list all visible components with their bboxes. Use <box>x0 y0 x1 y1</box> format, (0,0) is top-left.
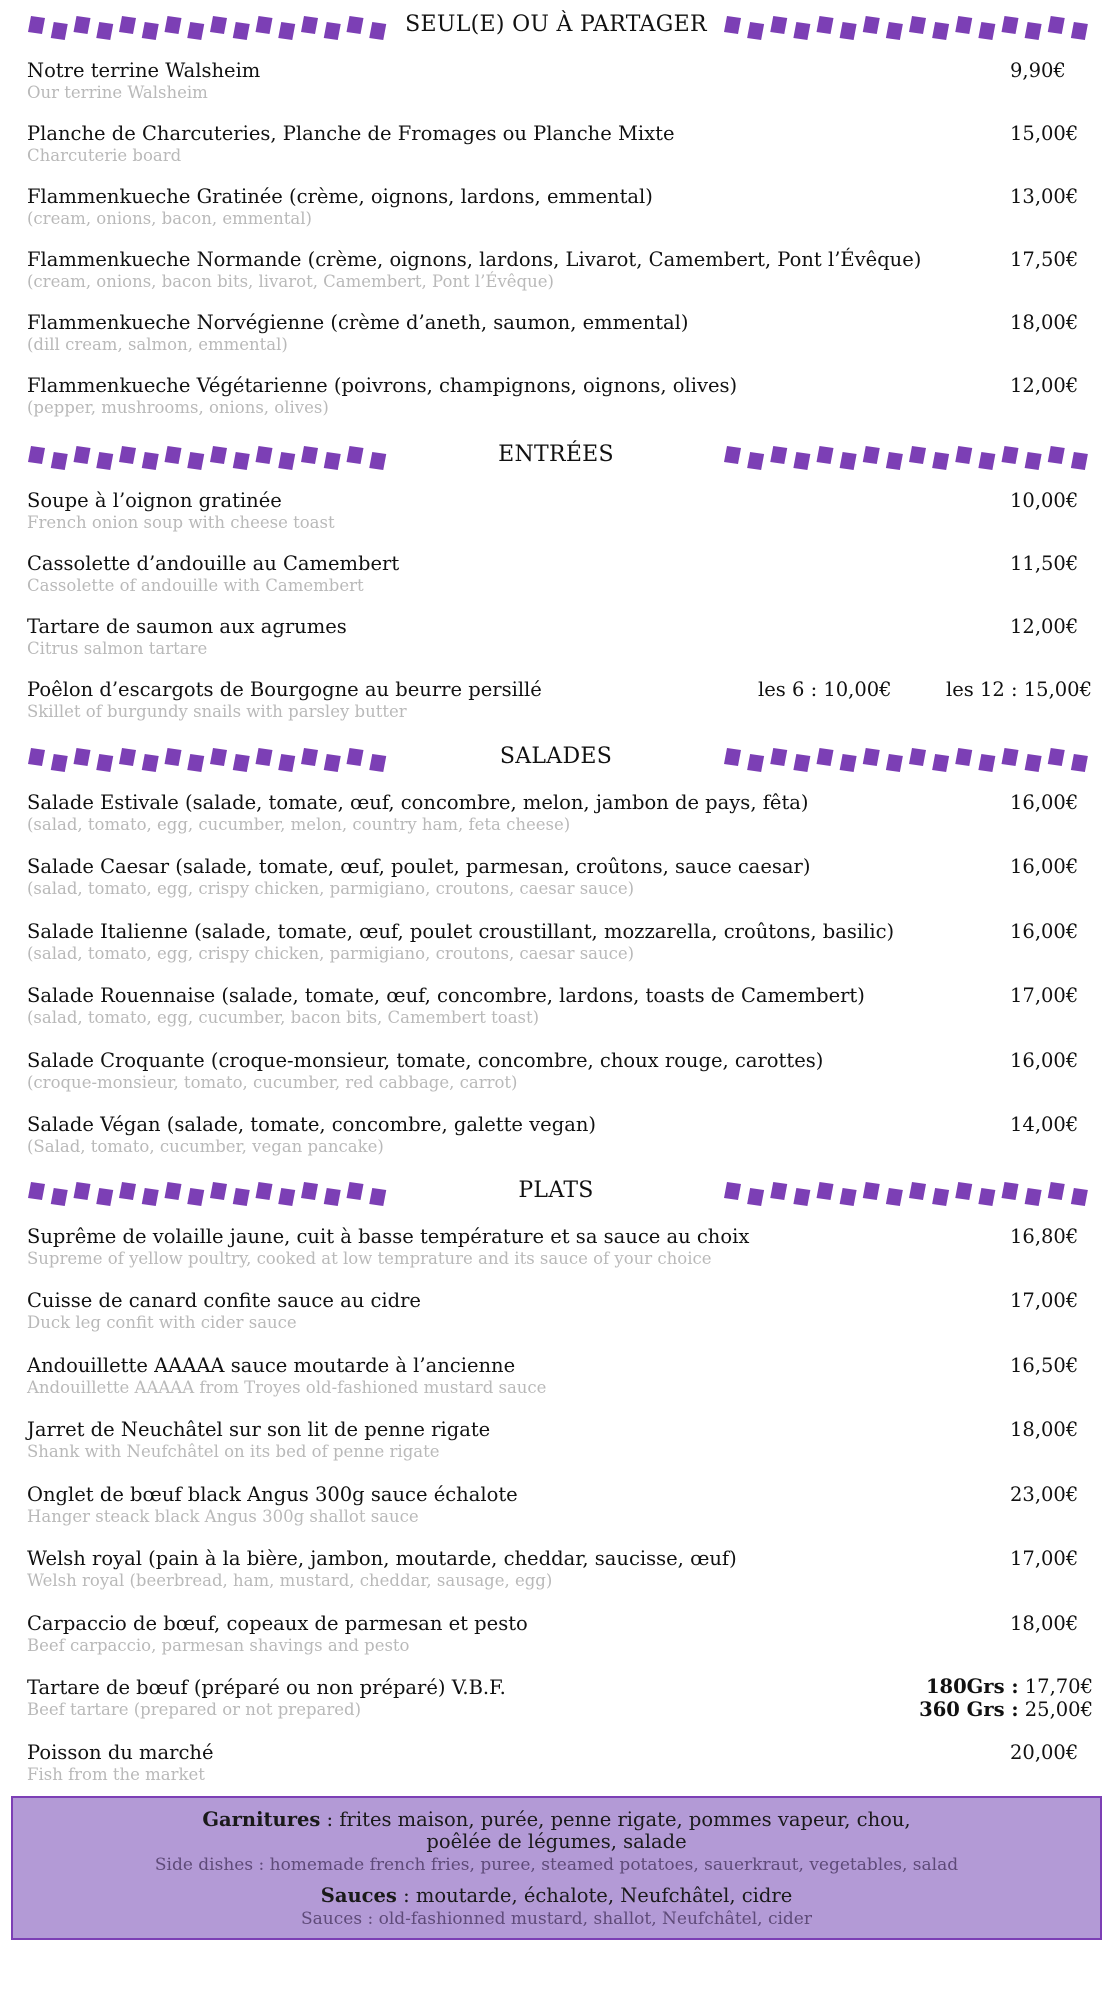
item-name: Suprême de volaille jaune, cuit à basse température et sa sauce au choix <box>27 1225 750 1248</box>
item-name: Salade Caesar (salade, tomate, œuf, poulet, parmesan, croûtons, sauce caesar) <box>27 855 811 878</box>
item-name: Notre terrine Walsheim <box>27 59 261 82</box>
item-translation: Citrus salmon tartare <box>27 639 208 658</box>
menu-item <box>0 488 1119 544</box>
decorative-square <box>347 16 364 34</box>
decorative-square <box>256 446 273 464</box>
menu-item <box>0 247 1119 303</box>
item-price: 17,00€ <box>1010 984 1079 1007</box>
decorative-square <box>817 16 834 34</box>
decorative-square <box>1048 446 1065 464</box>
item-price: 20,00€ <box>1010 1741 1079 1764</box>
decorative-square <box>909 1182 926 1200</box>
item-translation: (dill cream, salmon, emmental) <box>27 335 288 354</box>
item-translation: Welsh royal (beerbread, ham, mustard, cheddar, sausage, egg) <box>27 1571 553 1590</box>
item-translation: (salad, tomato, egg, cucumber, bacon bits, Camembert toast) <box>27 1008 540 1027</box>
decorative-square <box>324 754 341 772</box>
sauces-label: Sauces <box>320 1884 397 1907</box>
decorative-square <box>1002 1182 1019 1200</box>
decorative-square <box>909 748 926 766</box>
decorative-square <box>1048 1182 1065 1200</box>
item-price: 16,80€ <box>1010 1225 1079 1248</box>
item-name: Flammenkueche Norvégienne (crème d’aneth, saumon, emmental) <box>27 311 689 334</box>
decorative-square <box>74 1182 91 1200</box>
decorative-square <box>278 452 295 470</box>
decorative-square <box>770 748 787 766</box>
decorative-square <box>233 754 250 772</box>
item-translation: Beef carpaccio, parmesan shavings and pesto <box>27 1636 410 1655</box>
garnitures-line-2: poêlée de légumes, salade <box>426 1830 687 1853</box>
item-translation: French onion soup with cheese toast <box>27 513 335 532</box>
item-size-label: 180Grs : <box>925 1675 1019 1698</box>
decorative-square <box>817 748 834 766</box>
item-translation: Our terrine Walsheim <box>27 83 208 102</box>
menu-item <box>0 919 1119 975</box>
sauces-list: : moutarde, échalote, Neufchâtel, cidre <box>396 1884 793 1907</box>
decorative-square <box>96 1188 113 1206</box>
item-price: 17,00€ <box>1010 1289 1079 1312</box>
decorative-square <box>886 22 903 40</box>
item-name: Soupe à l’oignon gratinée <box>27 489 282 512</box>
item-translation: Shank with Neufchâtel on its bed of penne rigate <box>27 1442 440 1461</box>
decorative-squares-right <box>722 746 1092 774</box>
item-size-label: 360 Grs : <box>919 1698 1019 1721</box>
decorative-square <box>278 754 295 772</box>
decorative-square <box>96 22 113 40</box>
item-name: Tartare de saumon aux agrumes <box>27 615 347 638</box>
item-name: Salade Italienne (salade, tomate, œuf, poulet croustillant, mozzarella, croûtons, basilic) <box>27 920 895 943</box>
decorative-square <box>142 452 159 470</box>
decorative-square <box>165 16 182 34</box>
menu-item <box>0 1611 1119 1667</box>
item-translation: Charcuterie board <box>27 146 182 165</box>
decorative-square <box>165 748 182 766</box>
decorative-square <box>863 1182 880 1200</box>
decorative-square <box>1071 22 1088 40</box>
item-translation: Supreme of yellow poultry, cooked at low temprature and its sauce of your choice <box>27 1249 712 1268</box>
item-translation: (salad, tomato, egg, crispy chicken, parmigiano, croutons, caesar sauce) <box>27 879 635 898</box>
decorative-square <box>210 16 227 34</box>
item-price: 23,00€ <box>1010 1483 1079 1506</box>
menu-item <box>0 677 1119 733</box>
decorative-square <box>1071 1188 1088 1206</box>
decorative-square <box>347 1182 364 1200</box>
decorative-square <box>324 452 341 470</box>
menu-item <box>0 373 1119 429</box>
item-price: 15,00€ <box>1010 122 1079 145</box>
decorative-square <box>1071 754 1088 772</box>
decorative-square <box>347 748 364 766</box>
item-name: Flammenkueche Végétarienne (poivrons, champignons, oignons, olives) <box>27 374 738 397</box>
decorative-square <box>1025 22 1042 40</box>
decorative-square <box>51 452 68 470</box>
decorative-square <box>369 754 386 772</box>
item-translation: (croque-monsieur, tomato, cucumber, red cabbage, carrot) <box>27 1073 518 1092</box>
menu-item <box>0 121 1119 177</box>
decorative-square <box>793 452 810 470</box>
item-name: Cuisse de canard confite sauce au cidre <box>27 1289 421 1312</box>
item-name: Flammenkueche Normande (crème, oignons, lardons, Livarot, Camembert, Pont l’Évêque) <box>27 248 922 271</box>
decorative-square <box>747 754 764 772</box>
decorative-square <box>955 446 972 464</box>
item-translation: (cream, onions, bacon, emmental) <box>27 209 312 228</box>
decorative-square <box>119 1182 136 1200</box>
decorative-square <box>840 22 857 40</box>
decorative-square <box>909 16 926 34</box>
decorative-square <box>747 22 764 40</box>
decorative-square <box>793 754 810 772</box>
item-price: 11,50€ <box>1010 552 1079 575</box>
menu-item <box>0 1224 1119 1280</box>
menu-item <box>0 1482 1119 1538</box>
decorative-square <box>369 22 386 40</box>
decorative-square <box>817 1182 834 1200</box>
item-price: 13,00€ <box>1010 185 1079 208</box>
decorative-square <box>863 748 880 766</box>
menu-item <box>0 1048 1119 1104</box>
item-name: Salade Croquante (croque-monsieur, tomate, concombre, choux rouge, carottes) <box>27 1049 824 1072</box>
menu-item <box>0 790 1119 846</box>
menu-item <box>0 310 1119 366</box>
decorative-square <box>51 1188 68 1206</box>
item-translation: (salad, tomato, egg, crispy chicken, parmigiano, croutons, caesar sauce) <box>27 944 635 963</box>
item-price: 17,50€ <box>1010 248 1079 271</box>
decorative-square <box>187 452 204 470</box>
decorative-square <box>119 16 136 34</box>
item-translation: Hanger steack black Angus 300g shallot sauce <box>27 1507 419 1526</box>
item-name: Salade Végan (salade, tomate, concombre, galette vegan) <box>27 1113 596 1136</box>
item-name: Jarret de Neuchâtel sur son lit de penne rigate <box>27 1418 491 1441</box>
decorative-square <box>724 446 741 464</box>
menu-item <box>0 1112 1119 1168</box>
decorative-square <box>1025 754 1042 772</box>
decorative-squares-left <box>26 14 390 42</box>
menu-item <box>0 1675 1119 1731</box>
decorative-squares-left <box>26 1180 390 1208</box>
menu-item <box>0 1546 1119 1602</box>
decorative-squares-right <box>722 14 1092 42</box>
item-translation: Fish from the market <box>27 1765 205 1784</box>
decorative-squares-left <box>26 444 390 472</box>
decorative-squares-left <box>26 746 390 774</box>
decorative-square <box>770 1182 787 1200</box>
decorative-square <box>817 446 834 464</box>
decorative-square <box>233 22 250 40</box>
item-price: 18,00€ <box>1010 1612 1079 1635</box>
decorative-square <box>1002 16 1019 34</box>
decorative-square <box>1002 748 1019 766</box>
item-price: 16,00€ <box>1010 791 1079 814</box>
decorative-square <box>978 22 995 40</box>
decorative-square <box>324 1188 341 1206</box>
section-title: PLATS <box>518 1178 594 1203</box>
decorative-square <box>978 1188 995 1206</box>
item-price: 17,00€ <box>1010 1547 1079 1570</box>
item-translation: (Salad, tomato, cucumber, vegan pancake) <box>27 1137 384 1156</box>
section-title: SALADES <box>499 744 613 769</box>
item-price: 16,50€ <box>1010 1354 1079 1377</box>
menu-item <box>0 1288 1119 1344</box>
item-translation: (salad, tomato, egg, cucumber, melon, country ham, feta cheese) <box>27 815 571 834</box>
item-translation: Cassolette of andouille with Camembert <box>27 576 364 595</box>
menu-item <box>0 551 1119 607</box>
item-translation: Duck leg confit with cider sauce <box>27 1313 297 1332</box>
decorative-square <box>142 1188 159 1206</box>
decorative-squares-right <box>722 1180 1092 1208</box>
menu-item <box>0 1740 1119 1796</box>
decorative-square <box>210 1182 227 1200</box>
section-header <box>0 740 1119 784</box>
decorative-square <box>793 1188 810 1206</box>
decorative-square <box>96 754 113 772</box>
decorative-square <box>978 452 995 470</box>
decorative-square <box>28 446 45 464</box>
garnitures-sauces-box <box>11 1796 1102 1940</box>
decorative-square <box>233 452 250 470</box>
decorative-square <box>886 452 903 470</box>
decorative-square <box>256 748 273 766</box>
section-header <box>0 1174 1119 1218</box>
decorative-square <box>863 446 880 464</box>
item-name: Andouillette AAAAA sauce moutarde à l’ancienne <box>27 1354 516 1377</box>
menu-item <box>0 184 1119 240</box>
item-price: 25,00€ <box>1024 1698 1093 1721</box>
item-price: 18,00€ <box>1010 311 1079 334</box>
menu-item <box>0 1353 1119 1409</box>
decorative-square <box>256 1182 273 1200</box>
item-price: 18,00€ <box>1010 1418 1079 1441</box>
decorative-square <box>74 16 91 34</box>
item-price: 16,00€ <box>1010 920 1079 943</box>
decorative-square <box>369 452 386 470</box>
decorative-square <box>233 1188 250 1206</box>
decorative-square <box>840 452 857 470</box>
decorative-square <box>747 1188 764 1206</box>
sauces-translation: Sauces : old-fashionned mustard, shallot, Neufchâtel, cider <box>301 1909 812 1929</box>
decorative-square <box>1002 446 1019 464</box>
decorative-square <box>165 1182 182 1200</box>
decorative-square <box>955 16 972 34</box>
item-price-6: les 6 : 10,00€ <box>758 678 892 701</box>
item-price-360g <box>919 1698 1093 1722</box>
decorative-square <box>863 16 880 34</box>
decorative-square <box>74 446 91 464</box>
decorative-square <box>909 446 926 464</box>
decorative-square <box>724 16 741 34</box>
decorative-square <box>347 446 364 464</box>
menu-item <box>0 1417 1119 1473</box>
decorative-square <box>142 754 159 772</box>
item-price: 10,00€ <box>1010 489 1079 512</box>
decorative-square <box>1048 16 1065 34</box>
decorative-square <box>747 452 764 470</box>
decorative-square <box>28 16 45 34</box>
item-name: Poêlon d’escargots de Bourgogne au beurre persillé <box>27 678 542 701</box>
item-translation: Skillet of burgundy snails with parsley butter <box>27 702 407 721</box>
decorative-square <box>1025 1188 1042 1206</box>
section-header <box>0 438 1119 482</box>
decorative-square <box>840 1188 857 1206</box>
item-name: Salade Estivale (salade, tomate, œuf, concombre, melon, jambon de pays, fêta) <box>27 791 809 814</box>
decorative-square <box>369 1188 386 1206</box>
decorative-square <box>187 754 204 772</box>
decorative-square <box>1071 452 1088 470</box>
item-name: Welsh royal (pain à la bière, jambon, moutarde, cheddar, saucisse, œuf) <box>27 1547 737 1570</box>
decorative-square <box>955 1182 972 1200</box>
decorative-square <box>724 748 741 766</box>
decorative-square <box>932 754 949 772</box>
item-name: Onglet de bœuf black Angus 300g sauce échalote <box>27 1483 518 1506</box>
menu-item <box>0 58 1119 114</box>
decorative-square <box>724 1182 741 1200</box>
decorative-square <box>932 1188 949 1206</box>
decorative-square <box>210 748 227 766</box>
decorative-square <box>978 754 995 772</box>
section-title: SEUL(E) OU À PARTAGER <box>405 12 707 37</box>
item-name: Poisson du marché <box>27 1741 214 1764</box>
decorative-square <box>187 1188 204 1206</box>
item-name: Tartare de bœuf (préparé ou non préparé) V.B.F. <box>27 1676 506 1699</box>
decorative-square <box>955 748 972 766</box>
decorative-square <box>28 748 45 766</box>
decorative-square <box>51 754 68 772</box>
decorative-square <box>210 446 227 464</box>
decorative-square <box>793 22 810 40</box>
decorative-square <box>301 446 318 464</box>
decorative-square <box>886 1188 903 1206</box>
item-price: 16,00€ <box>1010 1049 1079 1072</box>
garnitures-list: : frites maison, purée, penne rigate, pommes vapeur, chou, <box>320 1808 911 1831</box>
menu-item <box>0 854 1119 910</box>
decorative-square <box>74 748 91 766</box>
decorative-square <box>770 446 787 464</box>
item-price: 9,90€ <box>1010 59 1066 82</box>
decorative-square <box>28 1182 45 1200</box>
sauces-line <box>13 1884 1100 1908</box>
decorative-square <box>324 22 341 40</box>
item-translation: (cream, onions, bacon bits, livarot, Camembert, Pont l’Évêque) <box>27 272 554 291</box>
item-name: Salade Rouennaise (salade, tomate, œuf, concombre, lardons, toasts de Camembert) <box>27 984 865 1007</box>
item-translation: Beef tartare (prepared or not prepared) <box>27 1700 362 1719</box>
decorative-square <box>886 754 903 772</box>
decorative-square <box>1048 748 1065 766</box>
decorative-square <box>119 748 136 766</box>
item-price: 17,70€ <box>1024 1675 1093 1698</box>
item-price-12: les 12 : 15,00€ <box>946 678 1092 701</box>
item-name: Flammenkueche Gratinée (crème, oignons, lardons, emmental) <box>27 185 653 208</box>
decorative-square <box>187 22 204 40</box>
decorative-square <box>301 1182 318 1200</box>
item-name: Carpaccio de bœuf, copeaux de parmesan et pesto <box>27 1612 528 1635</box>
garnitures-line <box>13 1808 1100 1832</box>
item-price: 14,00€ <box>1010 1113 1079 1136</box>
decorative-square <box>142 22 159 40</box>
section-header <box>0 8 1119 52</box>
decorative-square <box>1025 452 1042 470</box>
decorative-square <box>256 16 273 34</box>
decorative-square <box>301 16 318 34</box>
menu-item <box>0 614 1119 670</box>
decorative-square <box>301 748 318 766</box>
decorative-square <box>96 452 113 470</box>
item-price: 12,00€ <box>1010 615 1079 638</box>
decorative-squares-right <box>722 444 1092 472</box>
item-price-180g <box>926 1675 1093 1699</box>
decorative-square <box>51 22 68 40</box>
item-price: 16,00€ <box>1010 855 1079 878</box>
decorative-square <box>165 446 182 464</box>
item-translation: Andouillette AAAAA from Troyes old-fashioned mustard sauce <box>27 1378 547 1397</box>
menu-item <box>0 983 1119 1039</box>
item-name: Planche de Charcuteries, Planche de Fromages ou Planche Mixte <box>27 122 675 145</box>
garnitures-label: Garnitures <box>202 1808 321 1831</box>
decorative-square <box>278 22 295 40</box>
garnitures-translation: Side dishes : homemade french fries, puree, steamed potatoes, sauerkraut, vegetables, salad <box>154 1855 959 1875</box>
decorative-square <box>770 16 787 34</box>
item-name: Cassolette d’andouille au Camembert <box>27 552 400 575</box>
decorative-square <box>278 1188 295 1206</box>
decorative-square <box>932 452 949 470</box>
decorative-square <box>119 446 136 464</box>
section-title: ENTRÉES <box>498 442 614 467</box>
decorative-square <box>840 754 857 772</box>
item-translation: (pepper, mushrooms, onions, olives) <box>27 398 329 417</box>
decorative-square <box>932 22 949 40</box>
item-price: 12,00€ <box>1010 374 1079 397</box>
